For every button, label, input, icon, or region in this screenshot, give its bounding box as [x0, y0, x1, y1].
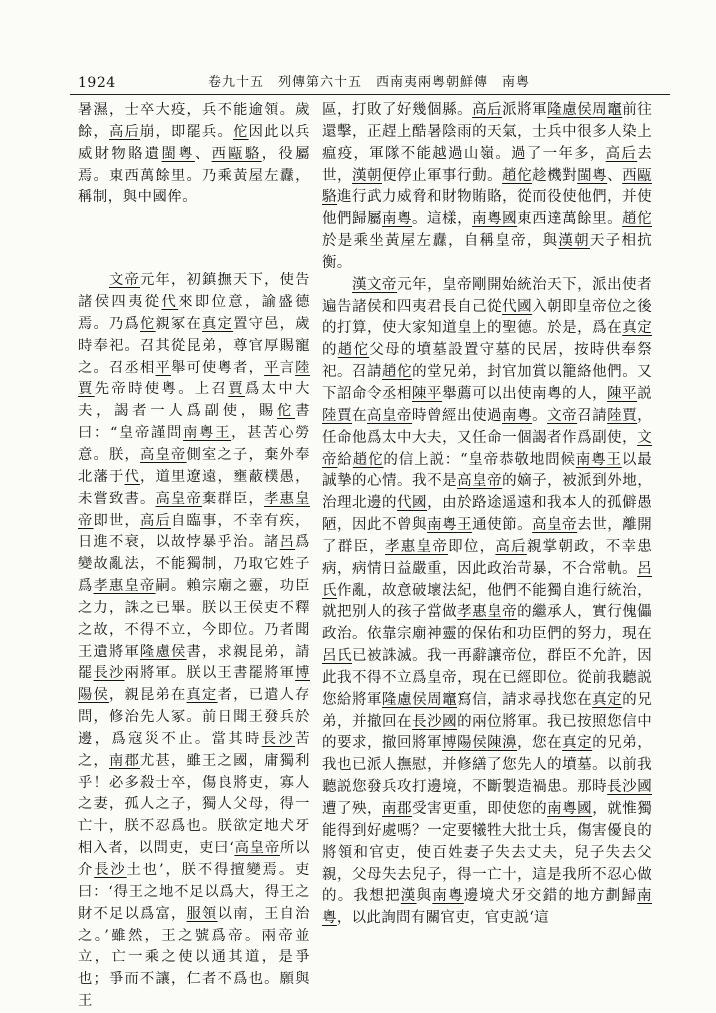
proper-noun: 呂: [279, 534, 296, 551]
text-run: 置守邑，歲時奉祀。召其從昆弟，尊官厚賜寵之。召丞相: [78, 315, 310, 376]
proper-noun: 真定: [186, 687, 218, 704]
text-run: 天子相抗衡。: [322, 233, 652, 271]
text-run: 爲變故亂法，不能獨制，乃取它姓子爲: [78, 534, 310, 595]
text-run: 書曰：“皇帝謹問: [78, 403, 310, 442]
text-run: 元年，初鎮撫天下，使告諸侯四夷從: [78, 272, 310, 311]
proper-noun: 漢朝: [352, 167, 383, 184]
proper-noun: 長沙國: [607, 779, 652, 796]
text-run: 趁機對: [532, 167, 578, 184]
text-run: 在: [352, 407, 368, 424]
text-run: 言: [279, 359, 296, 376]
classical-paragraph-2: [78, 270, 310, 1013]
text-run: 前往還擊，正趕上酷暑陰雨的天氣，士兵中很多人染上瘟疫，軍隊不能越過山嶺。過了一年多，: [322, 102, 653, 162]
text-run: 先帝時使粵。上召: [94, 381, 229, 398]
text-run: 邊境犬牙交錯的地方劃歸: [463, 888, 638, 905]
proper-noun: 南郡: [382, 801, 413, 817]
proper-noun: 南粵: [432, 888, 464, 905]
proper-noun: 南粵: [382, 211, 413, 228]
text-run: 時曾經出使過: [412, 407, 503, 424]
proper-noun: 孝惠皇帝: [93, 578, 156, 595]
proper-noun: 佗: [276, 403, 296, 420]
text-run: 派將軍: [502, 102, 548, 118]
proper-noun: 高皇帝: [234, 840, 280, 857]
proper-noun: 高皇帝: [457, 473, 503, 490]
proper-noun: 高皇帝: [367, 407, 413, 424]
translation-column: [322, 100, 652, 980]
classical-text-column: [78, 100, 311, 1010]
proper-noun: 文帝: [322, 429, 652, 468]
proper-noun: 真定: [592, 691, 623, 708]
proper-noun: 隆慮侯: [140, 643, 187, 660]
text-run: 尤甚，雖王之國，庸獨利乎！必多殺士卒，傷良將吏，寡人之妻，孤人之子，獨人父母，得一亡十，朕不忍爲也。朕欲定地犬牙相入者，以問吏，吏曰‘: [78, 752, 310, 857]
text-run: ，任命他爲太中大夫，又任命一個謁者作爲副使，: [322, 407, 652, 446]
proper-noun: 代國: [397, 495, 428, 512]
page-header: [60, 72, 670, 94]
proper-noun: 高后: [605, 145, 638, 162]
text-run: 的信上説：“皇帝恭敬地問候: [383, 451, 576, 468]
text-run: 區，打敗了好幾個縣。: [322, 102, 473, 118]
text-run: 給: [337, 451, 353, 468]
proper-noun: 南郡: [109, 752, 141, 769]
text-run: 召請: [577, 407, 608, 424]
text-run: ，役屬焉。東西萬餘里。乃乘黃屋左纛，稱制，與中國侔。: [78, 145, 310, 206]
proper-noun: 文帝: [547, 407, 578, 424]
text-run: 的堂兄弟，封官加賞以籠絡他們。又下詔命令丞相: [322, 364, 653, 402]
proper-noun: 高皇帝: [532, 517, 578, 534]
text-run: 於是乘坐黃屋左纛，自稱皇帝，與: [322, 233, 559, 250]
text-run: 進行武力威脅和財物賄賂，從而役使他們，并使他們歸屬: [322, 189, 652, 228]
text-run: 的兩位將軍。我已按照您信中的要求，撤回將軍: [322, 713, 652, 752]
proper-noun: 閩粵: [577, 167, 608, 184]
text-run: 的: [322, 342, 338, 359]
proper-noun: 呂氏: [322, 648, 353, 665]
text-run: 舉薦可以出使南粵的人，: [442, 385, 608, 402]
proper-noun: 漢文帝: [352, 276, 398, 293]
text-run: 即世，: [93, 512, 141, 529]
proper-noun: 隆慮侯周竈: [547, 102, 623, 118]
proper-noun: 南粵王: [575, 451, 622, 468]
text-run: 親冢在: [155, 315, 203, 332]
text-run: 者，已遣人存問，修治先人冢。前日聞王發兵於邊，爲寇災不止。當其時: [78, 687, 310, 747]
text-run: 暑濕，士卒大疫，兵不能逾領。歲餘，: [78, 102, 310, 140]
text-run: 父母的墳墓設置守墓的民居，按時供奉祭祀。召請: [322, 342, 652, 381]
text-run: ，就惟獨能得到好處嗎？一定要犧牲大批士兵，傷害優良的將領和官吏，使百姓妻子失去丈夫，兒子失去父親，父母失去兒子，得一亡十，這是我所不忍心做的。我想把: [322, 801, 653, 905]
text-run: 去世，離開了群臣，: [322, 517, 653, 555]
proper-noun: 博陽侯: [78, 665, 310, 704]
text-run: [78, 272, 109, 288]
proper-noun: 南粵國: [472, 211, 518, 228]
text-run: 去世，: [322, 145, 652, 184]
text-run: 與: [416, 888, 433, 905]
proper-noun: 長沙: [93, 665, 125, 682]
text-run: 所以介: [78, 840, 310, 878]
proper-noun: 南粵王: [427, 517, 473, 534]
text-run: 便停止軍事行動。: [382, 167, 503, 184]
proper-noun: 陳平: [607, 385, 638, 402]
proper-noun: 長沙: [94, 862, 127, 878]
text-run: 自臨事，不幸有疾，日進不衰，以故悖暴乎治。諸: [78, 512, 310, 551]
proper-noun: 孝惠皇帝: [457, 604, 518, 621]
text-run: ，由於路途遥遠和我本人的孤僻愚陋，因此不曾與: [322, 495, 653, 534]
text-run: 書，求親昆弟，請罷: [78, 643, 310, 682]
proper-noun: 真定: [562, 735, 593, 752]
text-run: 入朝即皇帝位之後的打算，使大家知道皇上的聖德。於是，爲在: [322, 298, 652, 337]
proper-noun: 高后: [495, 538, 527, 555]
proper-noun: 高后: [472, 102, 503, 118]
proper-noun: 隆慮侯周竈: [382, 691, 458, 708]
proper-noun: 趙佗: [502, 167, 533, 184]
proper-noun: 陸賈: [607, 407, 638, 424]
proper-noun: 趙佗: [352, 451, 384, 468]
text-run: 通使節。: [472, 517, 533, 534]
proper-noun: 趙佗: [622, 211, 652, 228]
proper-noun: 陳平: [412, 385, 443, 402]
text-run: 元年，皇帝剛開始統治天下，派出使者遍告諸侯和四夷君長自己從: [322, 276, 652, 315]
proper-noun: 閩粵: [161, 145, 195, 162]
text-run: 側室之子，棄外奉北藩于: [78, 446, 310, 485]
translation-paragraph-2: [322, 275, 652, 930]
text-run: 已被誅滅。我一再辭讓帝位，群臣不允許，因此我不得不立爲皇帝，現在已經即位。從前我聽説您給將軍: [322, 648, 653, 708]
text-run: 遭了殃，: [322, 801, 383, 817]
proper-noun: 服領: [186, 905, 218, 922]
proper-noun: 趙佗: [337, 342, 370, 359]
proper-noun: 陸賈: [78, 359, 311, 398]
proper-noun: 南粵: [502, 407, 533, 424]
proper-noun: 文帝: [109, 272, 141, 289]
text-run: 因此以兵威財物賂遺: [78, 123, 310, 162]
proper-noun: 平: [264, 359, 280, 376]
proper-noun: 佗: [140, 315, 156, 332]
proper-noun: 孝惠皇帝: [385, 538, 449, 555]
proper-noun: 南粵: [322, 888, 652, 927]
text-run: 苦之，: [78, 730, 310, 769]
proper-noun: 孝惠皇帝: [78, 490, 310, 529]
text-run: [322, 277, 352, 293]
proper-noun: 趙佗: [382, 364, 413, 381]
text-run: 的兄弟，并撤回在: [322, 691, 653, 730]
proper-noun: 西甌駱: [322, 167, 652, 206]
text-run: 的繼承人，實行傀儡政治。依靠宗廟神靈的保佑和功臣們的努力，現在: [322, 604, 653, 643]
proper-noun: 高皇帝: [155, 490, 203, 507]
text-run: 爲太中大夫，謁者一人爲副使，賜: [78, 381, 310, 420]
text-run: 説: [637, 385, 652, 402]
text-run: 以南，王自治之。’雖然，王之號爲帝。兩帝並立，亡一乘之使以通其道，是爭也；爭而不讓，仁者不爲也。願與王: [78, 905, 310, 1010]
text-run: 親掌朝政，不幸患病，病情日益嚴重，因此政治苛暴，不合常軌。: [322, 538, 653, 577]
text-run: 嗣。賴宗廟之靈，功臣之力，誅之已畢。朕以王侯吏不釋之故，不得不立，今即位。乃者聞王遺將軍: [78, 578, 310, 660]
proper-noun: 長沙: [261, 730, 296, 747]
proper-noun: 高皇帝: [140, 446, 187, 463]
proper-noun: 西甌駱: [211, 145, 262, 162]
proper-noun: 高后: [109, 123, 141, 140]
text-run: 以最誠摯的心情。我不是: [322, 451, 653, 490]
proper-noun: 代: [161, 294, 179, 311]
proper-noun: 真定: [622, 320, 652, 337]
page-number: 1924: [78, 75, 116, 91]
classical-paragraph-1: [78, 100, 310, 209]
text-run: ，您在: [517, 735, 563, 752]
proper-noun: 長沙國: [412, 713, 458, 730]
text-run: 的嫡子，被派到外地，治理北邊的: [322, 473, 653, 512]
text-run: ，以此詢問有關官吏，官吏説‘這: [336, 910, 549, 927]
proper-noun: 漢: [400, 888, 417, 905]
proper-noun: 博陽侯陳濞: [442, 735, 518, 752]
text-run: 崩，即罷兵。: [140, 123, 234, 140]
text-run: 棄群臣，: [202, 490, 265, 507]
text-run: 。: [532, 407, 548, 424]
text-run: ，道里遼遠，壅蔽樸愚，未嘗致書。: [78, 468, 310, 507]
proper-noun: 代: [124, 468, 141, 485]
text-run: 兩將軍。朕以王書罷將軍: [124, 665, 296, 682]
text-run: 、: [607, 167, 623, 184]
text-run: 受害更重，即使您的: [412, 801, 548, 817]
text-run: 。這樣，: [412, 211, 473, 228]
proper-noun: 高后: [140, 512, 172, 529]
text-run: 、: [194, 145, 212, 162]
proper-noun: 南粵王: [183, 425, 232, 442]
text-run: 東西達萬餘里。: [517, 211, 623, 228]
proper-noun: 平: [155, 359, 172, 376]
proper-noun: 陸賈: [322, 407, 353, 424]
proper-noun: 賈: [228, 381, 245, 398]
text-run: 的兄弟，我也已派人撫慰，并修繕了您先人的墳墓。以前我聽説您發兵攻打邊境，不斷製造禍患。那時: [322, 735, 653, 796]
text-run: 寫信，請求尋找您在: [457, 691, 593, 708]
proper-noun: 南粵國: [547, 801, 593, 817]
proper-noun: 漢朝: [558, 233, 590, 250]
proper-noun: 代國: [502, 298, 533, 315]
header-rule: [70, 94, 670, 95]
text-run: 作亂，故意破壞法紀，他們不能獨自進行統治，就把别人的孩子當做: [322, 582, 652, 621]
text-run: 土也’，朕不得擅變焉。吏曰：‘得王之地不足以爲大，得王之財不足以爲富，: [78, 862, 310, 922]
running-title: 卷九十五 列傳第六十五 西南夷兩粵朝鮮傳 南粵: [208, 75, 531, 90]
translation-paragraph-1: [322, 100, 652, 275]
text-run: 舉可使粵者，: [171, 359, 265, 376]
proper-noun: 佗: [233, 123, 249, 140]
proper-noun: 真定: [202, 315, 234, 332]
text-run: 即位，: [448, 538, 496, 555]
text-run: ，親昆弟在: [109, 687, 187, 704]
text-run: 來即位意，諭盛德焉。乃爲: [78, 294, 310, 332]
text-run: ，甚苦心勞意。朕，: [78, 425, 310, 463]
proper-noun: 呂氏: [322, 560, 652, 599]
